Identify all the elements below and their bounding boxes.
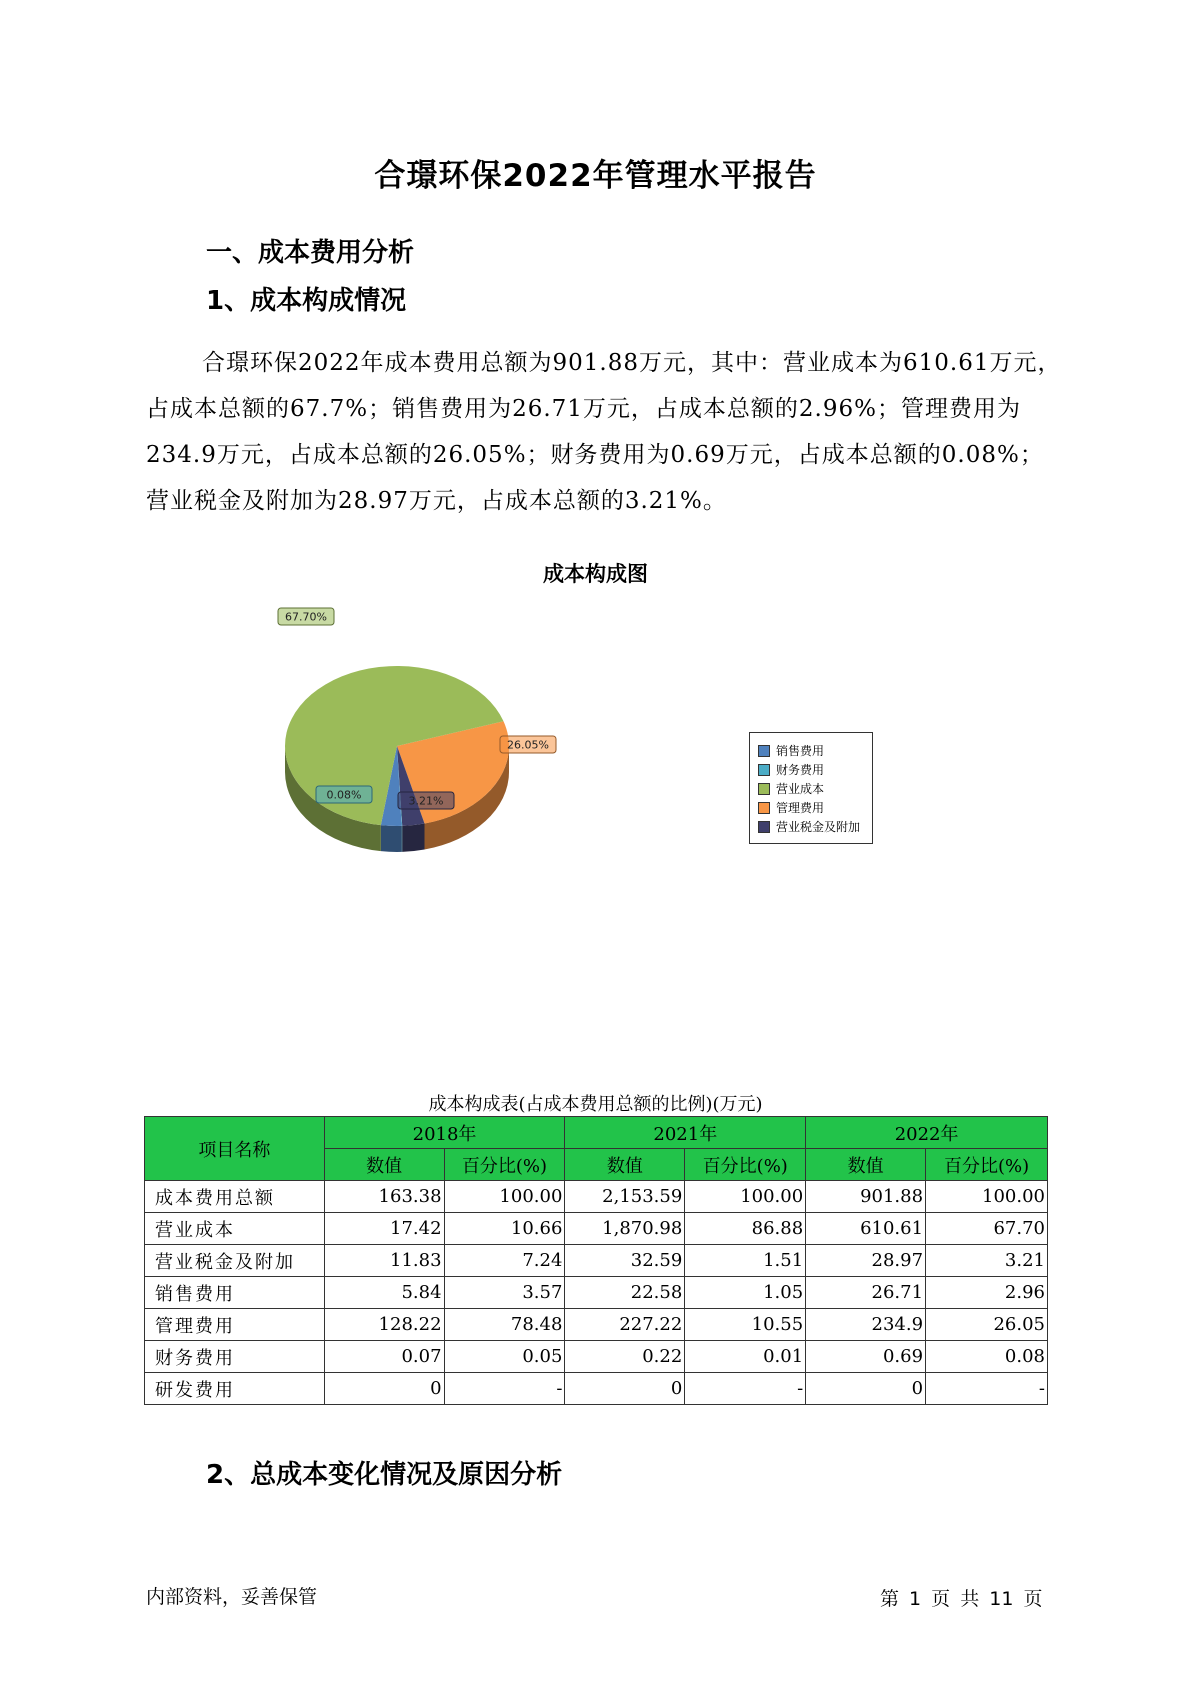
row-name: 管理费用	[145, 1309, 325, 1341]
item-header: 项目名称	[145, 1117, 325, 1181]
legend-item	[758, 741, 866, 760]
percent-cell: 0.05	[444, 1341, 565, 1373]
legend-label: 营业税金及附加	[776, 820, 861, 834]
legend-label: 财务费用	[776, 763, 825, 777]
pie-slice-side	[381, 825, 402, 852]
percent-cell: 100.00	[685, 1181, 806, 1213]
pie-slice-side	[402, 824, 424, 852]
percent-header: 百分比(%)	[926, 1149, 1048, 1181]
percent-cell: -	[685, 1373, 806, 1405]
value-cell: 26.71	[806, 1277, 926, 1309]
value-cell: 11.83	[324, 1245, 444, 1277]
value-cell: 0	[565, 1373, 685, 1405]
legend-swatch	[758, 821, 770, 833]
percent-cell: -	[926, 1373, 1048, 1405]
value-cell: 0.22	[565, 1341, 685, 1373]
value-cell: 2,153.59	[565, 1181, 685, 1213]
percent-cell: 100.00	[444, 1181, 565, 1213]
value-cell: 0	[806, 1373, 926, 1405]
legend-label: 销售费用	[776, 744, 825, 758]
pie-label: 0.08%	[326, 788, 362, 802]
percent-cell: 10.55	[685, 1309, 806, 1341]
value-cell: 1,870.98	[565, 1213, 685, 1245]
value-cell: 0	[324, 1373, 444, 1405]
value-header: 数值	[324, 1149, 444, 1181]
table-row	[145, 1373, 1048, 1405]
year-header: 2018年	[324, 1117, 565, 1149]
percent-cell: 10.66	[444, 1213, 565, 1245]
table-caption: 成本构成表(占成本费用总额的比例)(万元)	[428, 1094, 763, 1115]
value-header: 数值	[565, 1149, 685, 1181]
percent-cell: 1.51	[685, 1245, 806, 1277]
year-header: 2021年	[565, 1117, 806, 1149]
pie-slice-side	[402, 826, 403, 852]
section-heading: 一、成本费用分析	[206, 238, 415, 268]
table-row	[145, 1213, 1048, 1245]
intro-paragraph: 合璟环保2022年成本费用总额为901.88万元，其中：营业成本为610.61万元，占成本总额的67.7%；销售费用为26.71万元，占成本总额的2.96%；管理费用为234.9万元，占成本总额的26.05%；财务费用为0.69万元，占成本总额的0.08%；营业税金及附加为28.97万元，占成本总额的3.21%。	[146, 350, 1062, 514]
row-name: 研发费用	[145, 1373, 325, 1405]
pie-label: 26.05%	[507, 738, 549, 752]
legend-item	[758, 779, 866, 798]
legend-item	[758, 817, 866, 836]
value-cell: 227.22	[565, 1309, 685, 1341]
legend-swatch	[758, 745, 770, 757]
value-cell: 0.69	[806, 1341, 926, 1373]
legend-item	[758, 760, 866, 779]
row-name: 财务费用	[145, 1341, 325, 1373]
footer-confidential: 内部资料，妥善保管	[146, 1586, 318, 1608]
percent-cell: 1.05	[685, 1277, 806, 1309]
row-name: 成本费用总额	[145, 1181, 325, 1213]
percent-cell: 67.70	[926, 1213, 1048, 1245]
value-cell: 17.42	[324, 1213, 444, 1245]
table-row	[145, 1181, 1048, 1213]
row-name: 销售费用	[145, 1277, 325, 1309]
value-cell: 0.07	[324, 1341, 444, 1373]
value-cell: 32.59	[565, 1245, 685, 1277]
percent-cell: 26.05	[926, 1309, 1048, 1341]
subsection-heading: 2、总成本变化情况及原因分析	[206, 1460, 563, 1490]
legend-label: 营业成本	[776, 782, 825, 796]
percent-header: 百分比(%)	[444, 1149, 565, 1181]
cost-table	[144, 1116, 1048, 1405]
percent-cell: 3.21	[926, 1245, 1048, 1277]
value-cell: 901.88	[806, 1181, 926, 1213]
legend-swatch	[758, 802, 770, 814]
value-cell: 234.9	[806, 1309, 926, 1341]
legend-swatch	[758, 764, 770, 776]
value-cell: 610.61	[806, 1213, 926, 1245]
chart-legend	[749, 732, 873, 844]
value-cell: 22.58	[565, 1277, 685, 1309]
pie-label: 3.21%	[408, 794, 444, 808]
table-row	[145, 1245, 1048, 1277]
legend-item	[758, 798, 866, 817]
subsection-heading: 1、成本构成情况	[206, 286, 407, 316]
value-cell: 128.22	[324, 1309, 444, 1341]
percent-cell: 7.24	[444, 1245, 565, 1277]
footer-page-number: 第 1 页 共 11 页	[880, 1588, 1043, 1610]
chart-title: 成本构成图	[543, 562, 648, 586]
page-title: 合璟环保2022年管理水平报告	[374, 158, 817, 194]
value-cell: 5.84	[324, 1277, 444, 1309]
percent-cell: 78.48	[444, 1309, 565, 1341]
value-cell: 28.97	[806, 1245, 926, 1277]
table-row	[145, 1341, 1048, 1373]
percent-cell: 0.01	[685, 1341, 806, 1373]
legend-swatch	[758, 783, 770, 795]
cost-pie-chart	[260, 610, 600, 890]
table-row	[145, 1309, 1048, 1341]
percent-cell: 2.96	[926, 1277, 1048, 1309]
value-cell: 163.38	[324, 1181, 444, 1213]
percent-cell: 86.88	[685, 1213, 806, 1245]
legend-label: 管理费用	[776, 801, 825, 815]
pie-label: 67.70%	[285, 610, 327, 624]
percent-cell: 100.00	[926, 1181, 1048, 1213]
row-name: 营业成本	[145, 1213, 325, 1245]
percent-cell: -	[444, 1373, 565, 1405]
percent-cell: 0.08	[926, 1341, 1048, 1373]
table-row	[145, 1277, 1048, 1309]
year-header: 2022年	[806, 1117, 1048, 1149]
value-header: 数值	[806, 1149, 926, 1181]
percent-header: 百分比(%)	[685, 1149, 806, 1181]
percent-cell: 3.57	[444, 1277, 565, 1309]
row-name: 营业税金及附加	[145, 1245, 325, 1277]
